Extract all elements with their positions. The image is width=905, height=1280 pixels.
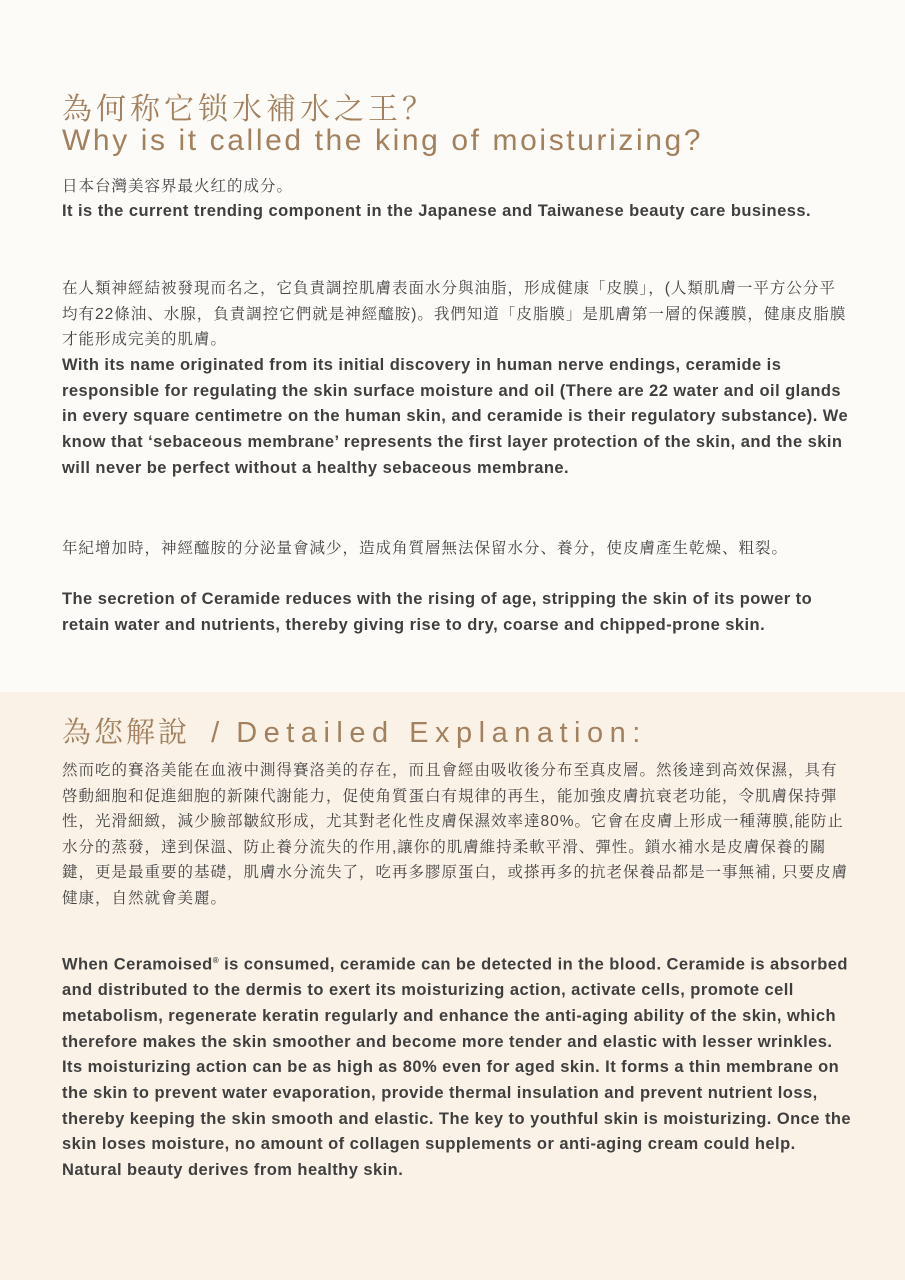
paragraph-3-zh: 年紀增加時，神經醯胺的分泌量會減少，造成角質層無法保留水分、養分，使皮膚產生乾燥、粗裂。 <box>62 540 789 557</box>
heading-en: Detailed Explanation: <box>236 717 647 749</box>
paragraph-1-zh: 日本台灣美容界最火红的成分。 <box>62 178 294 195</box>
heading-separator: / <box>211 717 226 749</box>
title-en: Why is it called the king of moisturizing? <box>62 124 704 157</box>
explanation-en-body: is consumed, ceramide can be detected in the blood. Ceramide is absorbed and distributed to the dermis to exert its moisturizing action, activate cells, promote cell metabolism, regenerate keratin regularly and enhance the anti-aging ability of the skin, which therefore makes the skin smoother and become more tender and elastic with lesser wrinkles. Its moisturizing action can be as high as 80% even for aged skin. It forms a thin membrane on the skin to prevent water evaporation, provide thermal insulation and prevent nutrient loss, thereby keeping the skin smooth and elastic. The key to youthful skin is moisturizing. Once the skin loses moisture, no amount of collagen supplements or anti-aging cream could help. Natural beauty derives from healthy skin. <box>62 955 852 1180</box>
section-heading <box>62 710 647 751</box>
paragraph-2-zh: 在人類神經結被發現而名之，它負責調控肌膚表面水分與油脂，形成健康「皮膜」，(人類肌膚一平方公分平均有22條油、水腺，負責調控它們就是神經醯胺)。我們知道「皮脂膜」是肌膚第一層的保護膜，健康皮脂膜才能形成完美的肌膚。 <box>62 280 847 348</box>
explanation-en <box>62 948 852 1184</box>
heading-zh: 為您解說 <box>62 717 191 749</box>
registered-mark: ® <box>212 956 220 965</box>
explanation-en-lead: When Ceramoised <box>62 955 213 974</box>
paragraph-2-en: With its name originated from its initial discovery in human nerve endings, ceramide is responsible for regulating the skin surface moisture and oil (There are 22 water and oil glands in every square centimetre on the human skin, and ceramide is their regulatory substance). We know that ‘sebaceous membrane’ represents the first layer protection of the skin, and the skin will never be perfect without a healthy sebaceous membrane. <box>62 356 849 477</box>
title-zh: 為何称它锁水補水之王？ <box>62 93 436 126</box>
paragraph-1-en: It is the current trending component in the Japanese and Taiwanese beauty care business. <box>62 202 811 220</box>
paragraph-3-en: The secretion of Ceramide reduces with the rising of age, stripping the skin of its power to retain water and nutrients, thereby giving rise to dry, coarse and chipped-prone skin. <box>62 590 813 634</box>
explanation-zh: 然而吃的賽洛美能在血液中測得賽洛美的存在，而且會經由吸收後分布至真皮層。然後達到高效保濕，具有啓動細胞和促進細胞的新陳代謝能力，促使角質蛋白有規律的再生，能加強皮膚抗衰老功能，令肌膚保持彈性，光滑細緻，減少臉部皺紋形成，尤其對老化性皮膚保濕效率達80%。它會在皮膚上形成一種薄膜,能防止水分的蒸發，達到保溫、防止養分流失的作用,讓你的肌膚維持柔軟平滑、彈性。鎖水補水是皮膚保養的關鍵，更是最重要的基礎，肌膚水分流失了，吃再多膠原蛋白，或搽再多的抗老保養品都是一事無補, 只要皮膚健康，自然就會美麗。 <box>62 762 849 907</box>
